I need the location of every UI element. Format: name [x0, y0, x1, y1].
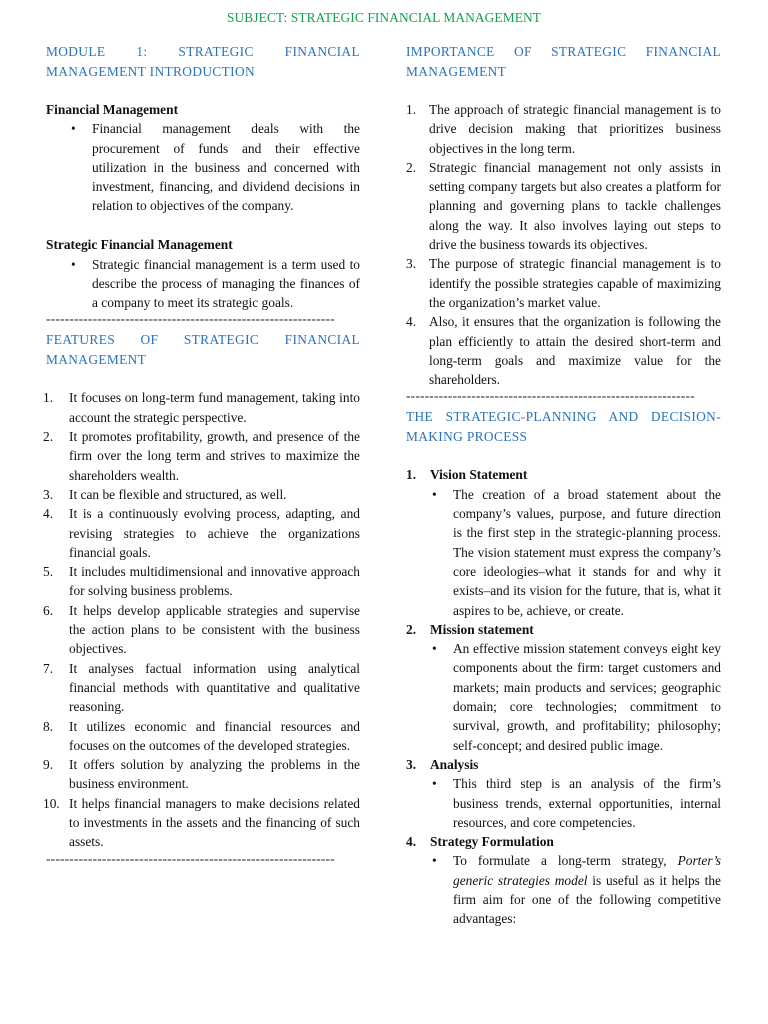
- item-text: It focuses on long-term fund management, taking into account the strategic perspective.: [69, 390, 360, 425]
- step-number: 3.: [406, 756, 417, 772]
- item-number: 8.: [43, 718, 54, 734]
- item-number: 2.: [43, 429, 54, 445]
- section-divider: --------------------------------------------------------------: [46, 312, 335, 327]
- process-step: [406, 832, 721, 928]
- importance-list: [406, 100, 721, 389]
- item-number: 1.: [43, 390, 54, 406]
- item-text: Also, it ensures that the organization is following the plan efficiently to attain the desired short-term and long-term goals and maximize value for the shareholders.: [429, 314, 721, 388]
- item-text: The purpose of strategic financial management is to identify the possible strategies capable of maximizing the organization’s market value.: [429, 256, 721, 310]
- list-item: [43, 562, 360, 601]
- step-number: 1.: [406, 467, 417, 483]
- step-number: 2.: [406, 621, 417, 637]
- step-title: Analysis: [430, 756, 479, 772]
- right-column: [406, 42, 721, 929]
- item-text: It helps develop applicable strategies and supervise the action plans to be consistent with the business objectives.: [69, 602, 360, 657]
- list-item: [43, 504, 360, 562]
- item-text: It can be flexible and structured, as well.: [69, 486, 287, 502]
- list-item: [43, 659, 360, 717]
- list-item: [43, 388, 360, 427]
- step-number: 4.: [406, 834, 417, 850]
- step-title: Strategy Formulation: [430, 834, 554, 850]
- item-text: It analyses factual information using analytical financial methods with quantitative and qualitative reasoning.: [69, 660, 360, 715]
- process-step: [406, 620, 721, 755]
- list-item: [43, 755, 360, 794]
- list-item: [43, 601, 360, 659]
- section-divider: --------------------------------------------------------------: [406, 389, 695, 404]
- item-number: 9.: [43, 757, 54, 773]
- list-item: [43, 427, 360, 485]
- list-item: • The creation of a broad statement about the company’s values, purpose, and future direction is the first step in the strategic-planning process. The vision statement must express the company’s core ideologies–what it stands for and why it exists–and its vision for the future, that is, what it aspires to be, achieve, or create.: [453, 485, 721, 620]
- financial-management-list: [46, 119, 360, 215]
- process-heading: THE STRATEGIC-PLANNING AND DECISION-MAKING PROCESS: [406, 409, 721, 444]
- item-number: 2.: [406, 159, 417, 175]
- process-step: [406, 755, 721, 832]
- features-heading: FEATURES OF STRATEGIC FINANCIAL MANAGEMENT: [46, 332, 360, 367]
- list-item: [406, 312, 721, 389]
- item-number: 7.: [43, 660, 54, 676]
- item-number: 4.: [43, 506, 54, 522]
- importance-heading: IMPORTANCE OF STRATEGIC FINANCIAL MANAGEMENT: [406, 44, 721, 79]
- step-title: Vision Statement: [430, 467, 528, 483]
- porters-model-reference: Porter’s generic strategies model: [453, 853, 721, 888]
- list-item: [43, 485, 360, 504]
- item-text: Strategic financial management not only assists in setting company targets but also creates a platform for planning and governing plans to tackle challenges along the way. It also involves laying out steps to drive the business towards its objectives.: [429, 159, 721, 253]
- strategic-financial-management-list: [46, 255, 360, 313]
- list-item: • Financial management deals with the procurement of funds and their effective utilization in the business and concerned with investment, financing, and dividend decisions in relation to objectives of the company.: [92, 119, 360, 215]
- item-number: 3.: [43, 486, 54, 502]
- list-item: • Strategic financial management is a term used to describe the process of managing the finances of a company to meet its strategic goals.: [92, 255, 360, 313]
- strategic-financial-management-title: Strategic Financial Management: [46, 237, 233, 253]
- item-text: It includes multidimensional and innovative approach for solving business problems.: [69, 564, 360, 599]
- list-item: • An effective mission statement conveys eight key components about the firm: target customers and markets; main products and services; geographic domain; core technologies; commitment to survival, growth, and profitability; philosophy; self-concept; and desired public image.: [453, 639, 721, 755]
- list-item: [406, 158, 721, 254]
- left-column: [43, 42, 360, 866]
- item-number: 6.: [43, 602, 54, 618]
- list-item: [406, 100, 721, 158]
- list-item: • To formulate a long-term strategy, Porter’s generic strategies model is useful as it helps the firm aim for one of the following competitive advantages:: [453, 851, 721, 928]
- process-step: [406, 465, 721, 619]
- item-number: 4.: [406, 314, 417, 330]
- item-number: 3.: [406, 256, 417, 272]
- list-item: [43, 794, 360, 852]
- item-number: 5.: [43, 564, 54, 580]
- item-text: It utilizes economic and financial resources and focuses on the outcomes of the developed strategies.: [69, 718, 360, 753]
- section-divider: --------------------------------------------------------------: [46, 851, 335, 866]
- document-subject-title: SUBJECT: STRATEGIC FINANCIAL MANAGEMENT: [226, 10, 542, 25]
- item-text: It promotes profitability, growth, and presence of the firm over the long term and strives to maximize the shareholders wealth.: [69, 429, 360, 483]
- process-steps-list: [406, 465, 721, 928]
- module-heading: MODULE 1: STRATEGIC FINANCIAL MANAGEMENT INTRODUCTION: [46, 44, 360, 79]
- item-number: 1.: [406, 102, 417, 117]
- item-text: It helps financial managers to make decisions related to investments in the assets and the financing of such assets.: [69, 795, 360, 850]
- item-text: The approach of strategic financial management is to drive decision making that prioritizes business objectives in the long term.: [429, 102, 721, 156]
- list-item: [406, 254, 721, 312]
- item-text: It offers solution by analyzing the problems in the business environment.: [69, 757, 360, 792]
- financial-management-title: Financial Management: [46, 102, 179, 117]
- item-number: 10.: [43, 795, 60, 811]
- features-list: [43, 388, 360, 851]
- list-item: • This third step is an analysis of the firm’s business trends, external opportunities, internal resources, and core competencies.: [453, 774, 721, 832]
- step-title: Mission statement: [430, 621, 534, 637]
- item-text: It is a continuously evolving process, adapting, and revising strategies to achieve the organizations financial goals.: [69, 506, 360, 560]
- list-item: [43, 717, 360, 756]
